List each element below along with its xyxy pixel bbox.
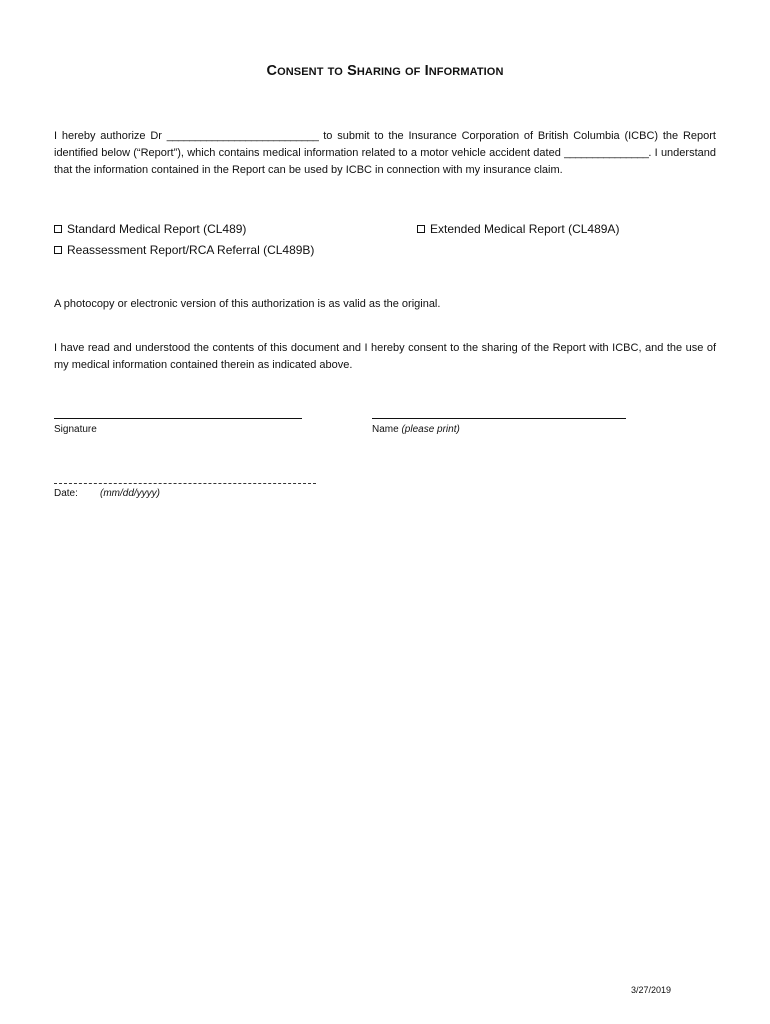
title-word5-initial: I — [424, 63, 429, 79]
title-word4: OF — [405, 66, 421, 78]
reassessment-report-checkbox[interactable] — [54, 246, 62, 254]
authorization-text-1: I hereby authorize Dr — [54, 130, 167, 142]
extended-report-checkbox[interactable] — [417, 225, 425, 233]
reassessment-report-option[interactable] — [54, 243, 314, 257]
standard-report-option[interactable] — [54, 222, 246, 236]
authorization-text-2: to submit to the Insurance Corporation of British Columbia (ICBC) the Report identified below (“Report”), which contains medical information related to a motor vehicle accident dated — [54, 130, 716, 159]
date-format-hint: (mm/dd/yyyy) — [100, 488, 160, 499]
title-word3-rest: HARING — [356, 66, 401, 78]
authorization-text-3: . I understand that the information contained in the Report can be used by ICBC in connection with my insurance claim. — [54, 146, 716, 176]
authorization-paragraph — [54, 128, 716, 178]
name-line[interactable] — [372, 418, 626, 419]
extended-report-label: Extended Medical Report (CL489A) — [430, 222, 620, 236]
accident-date-field[interactable]: _______________ — [564, 146, 649, 159]
title-word1-initial: C — [266, 63, 278, 79]
extended-report-option[interactable] — [417, 222, 619, 236]
date-line[interactable] — [54, 483, 316, 484]
signature-label: Signature — [54, 424, 97, 435]
title-word5-rest: NFORMATION — [428, 66, 504, 78]
footer-date: 3/27/2019 — [630, 985, 671, 995]
signature-line[interactable] — [54, 418, 302, 419]
name-label: Name — [372, 424, 399, 435]
title-word2: TO — [327, 66, 343, 78]
name-hint: (please print) — [401, 424, 460, 435]
name-label-group — [372, 424, 460, 435]
doctor-name-field[interactable]: ___________________________ — [166, 130, 319, 142]
title-word3-initial: S — [347, 63, 357, 79]
standard-report-checkbox[interactable] — [54, 225, 62, 233]
date-label: Date: — [54, 488, 78, 499]
standard-report-label: Standard Medical Report (CL489) — [67, 222, 247, 236]
consent-statement: I have read and understood the contents of this document and I hereby consent to the sharing of the Report with ICBC, and the use of my medical information contained therein as indicated above. — [54, 342, 716, 371]
validity-statement: A photocopy or electronic version of this authorization is as valid as the original. — [54, 298, 441, 310]
document-title — [0, 63, 770, 79]
reassessment-report-label: Reassessment Report/RCA Referral (CL489B) — [67, 243, 315, 257]
title-word1-rest: ONSENT — [277, 66, 324, 78]
